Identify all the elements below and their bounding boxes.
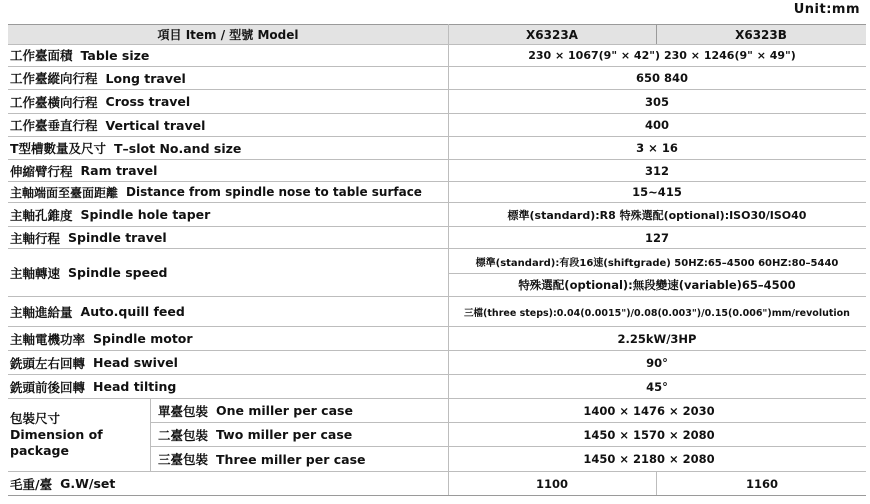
label-zh: 工作臺面積: [10, 48, 73, 63]
label-zh: 銑頭前後回轉: [10, 379, 86, 395]
label-zh: 二臺包裝: [158, 427, 209, 443]
table-row: [8, 203, 866, 227]
label-zh: 毛重/臺: [10, 476, 53, 492]
value: 3 × 16: [636, 141, 678, 155]
label-zh: 主軸行程: [10, 230, 61, 246]
value-a: 1100: [535, 476, 568, 491]
row-label: [10, 114, 205, 136]
row-label: [158, 423, 352, 446]
row-label: [10, 90, 190, 113]
table-row: [8, 137, 866, 160]
table-row: [8, 249, 866, 297]
table-row: [8, 351, 866, 375]
value: 312: [644, 163, 669, 178]
value: 1400 × 1476 × 2030: [583, 403, 715, 418]
header-item: 項目 Item / 型號 Model: [157, 28, 299, 42]
value-b: 840: [664, 71, 689, 85]
value-a: 650: [635, 71, 660, 85]
value: 三檔(three steps):0.04(0.0015")/0.08(0.003")/0.15(0.006")mm/revolution: [464, 307, 850, 319]
value: 1450 × 2180 × 2080: [583, 452, 715, 466]
row-label: [10, 160, 157, 181]
unit-label: Unit:mm: [793, 2, 860, 17]
value: 1450 × 1570 × 2080: [583, 427, 715, 442]
label-en: Head swivel: [93, 355, 178, 370]
row-label: [10, 137, 241, 159]
value: 305: [644, 94, 669, 109]
label-en: One miller per case: [216, 403, 353, 418]
table-row: [8, 67, 866, 90]
label-en: Cross travel: [105, 94, 191, 109]
table-row: [8, 375, 866, 399]
row-label: [10, 472, 115, 495]
row-label: [10, 351, 178, 374]
header-model-a: X6323A: [526, 27, 578, 42]
table-row: [8, 44, 866, 67]
row-label: [10, 67, 186, 89]
row-label: [10, 297, 185, 326]
label-en: G.W/set: [60, 476, 116, 491]
value: 400: [644, 118, 669, 132]
value: 90°: [646, 355, 668, 370]
package-row: [150, 447, 866, 472]
value: 2.25kW/3HP: [617, 331, 697, 346]
label-en: Table size: [80, 47, 150, 63]
table-row: [8, 472, 866, 496]
label-en: Vertical travel: [105, 117, 206, 133]
label-zh: 主軸進給量: [10, 304, 73, 320]
row-label: [10, 327, 193, 350]
table-row: [8, 114, 866, 137]
label-zh: 單臺包裝: [158, 403, 209, 419]
package-label-en: Dimension of package: [10, 427, 103, 458]
value: 標準(standard):R8 特殊選配(optional):ISO30/ISO40: [507, 208, 807, 222]
value: 15~415: [632, 185, 682, 199]
table-header: [8, 24, 866, 45]
row-label: [10, 249, 168, 296]
header-model-b: X6323B: [735, 27, 787, 42]
label-en: Distance from spindle nose to table surface: [126, 185, 422, 199]
table-row: [8, 90, 866, 114]
value: 127: [644, 230, 669, 245]
label-zh: 主軸端面至臺面距離: [10, 185, 119, 200]
row-label: [10, 44, 149, 66]
row-label: [158, 447, 366, 471]
label-en: Ram travel: [80, 163, 158, 178]
label-en: Spindle speed: [68, 265, 168, 280]
row-label: [10, 375, 176, 398]
label-en: Long travel: [105, 70, 186, 86]
label-zh: 伸縮臂行程: [10, 163, 73, 179]
row-label: [10, 182, 422, 202]
value-b: 230 × 1246(9" × 49"): [664, 48, 796, 62]
label-zh: 銑頭左右回轉: [10, 355, 86, 371]
label-zh: 主軸電機功率: [10, 331, 86, 347]
table-row: [8, 227, 866, 249]
label-en: Head tilting: [93, 379, 177, 394]
label-zh: 工作臺縱向行程: [10, 71, 98, 86]
row-label: [10, 227, 167, 248]
package-row: [150, 399, 866, 423]
value-optional: 特殊選配(optional):無段變速(variable)65–4500: [518, 277, 796, 292]
label-zh: 主軸轉速: [10, 265, 61, 281]
table-row: [8, 297, 866, 327]
label-en: Spindle hole taper: [80, 207, 211, 222]
label-zh: 工作臺垂直行程: [10, 118, 98, 133]
label-en: Spindle travel: [68, 230, 167, 245]
row-label: [158, 399, 353, 422]
label-zh: 三臺包裝: [158, 452, 209, 467]
label-en: Auto.quill feed: [80, 304, 185, 319]
package-label: [8, 399, 150, 472]
value-b: 1160: [656, 472, 867, 495]
row-label: [10, 203, 210, 226]
value-standard: 標準(standard):有段16速(shiftgrade) 50HZ:65–4500 60HZ:80–5440: [448, 249, 866, 274]
label-en: Spindle motor: [93, 331, 193, 346]
label-zh: 主軸孔錐度: [10, 207, 73, 223]
label-en: T–slot No.and size: [114, 140, 242, 156]
package-row: [150, 423, 866, 447]
table-row: [8, 327, 866, 351]
label-zh: 工作臺橫向行程: [10, 94, 98, 110]
table-row: [8, 160, 866, 182]
label-en: Three miller per case: [216, 451, 366, 467]
label-en: Two miller per case: [216, 427, 353, 442]
package-label-zh: 包裝尺寸: [10, 411, 61, 426]
label-zh: T型槽數量及尺寸: [10, 141, 107, 156]
value: 45°: [646, 379, 668, 394]
value-a: 230 × 1067(9" × 42"): [528, 48, 660, 62]
table-row: [8, 182, 866, 203]
